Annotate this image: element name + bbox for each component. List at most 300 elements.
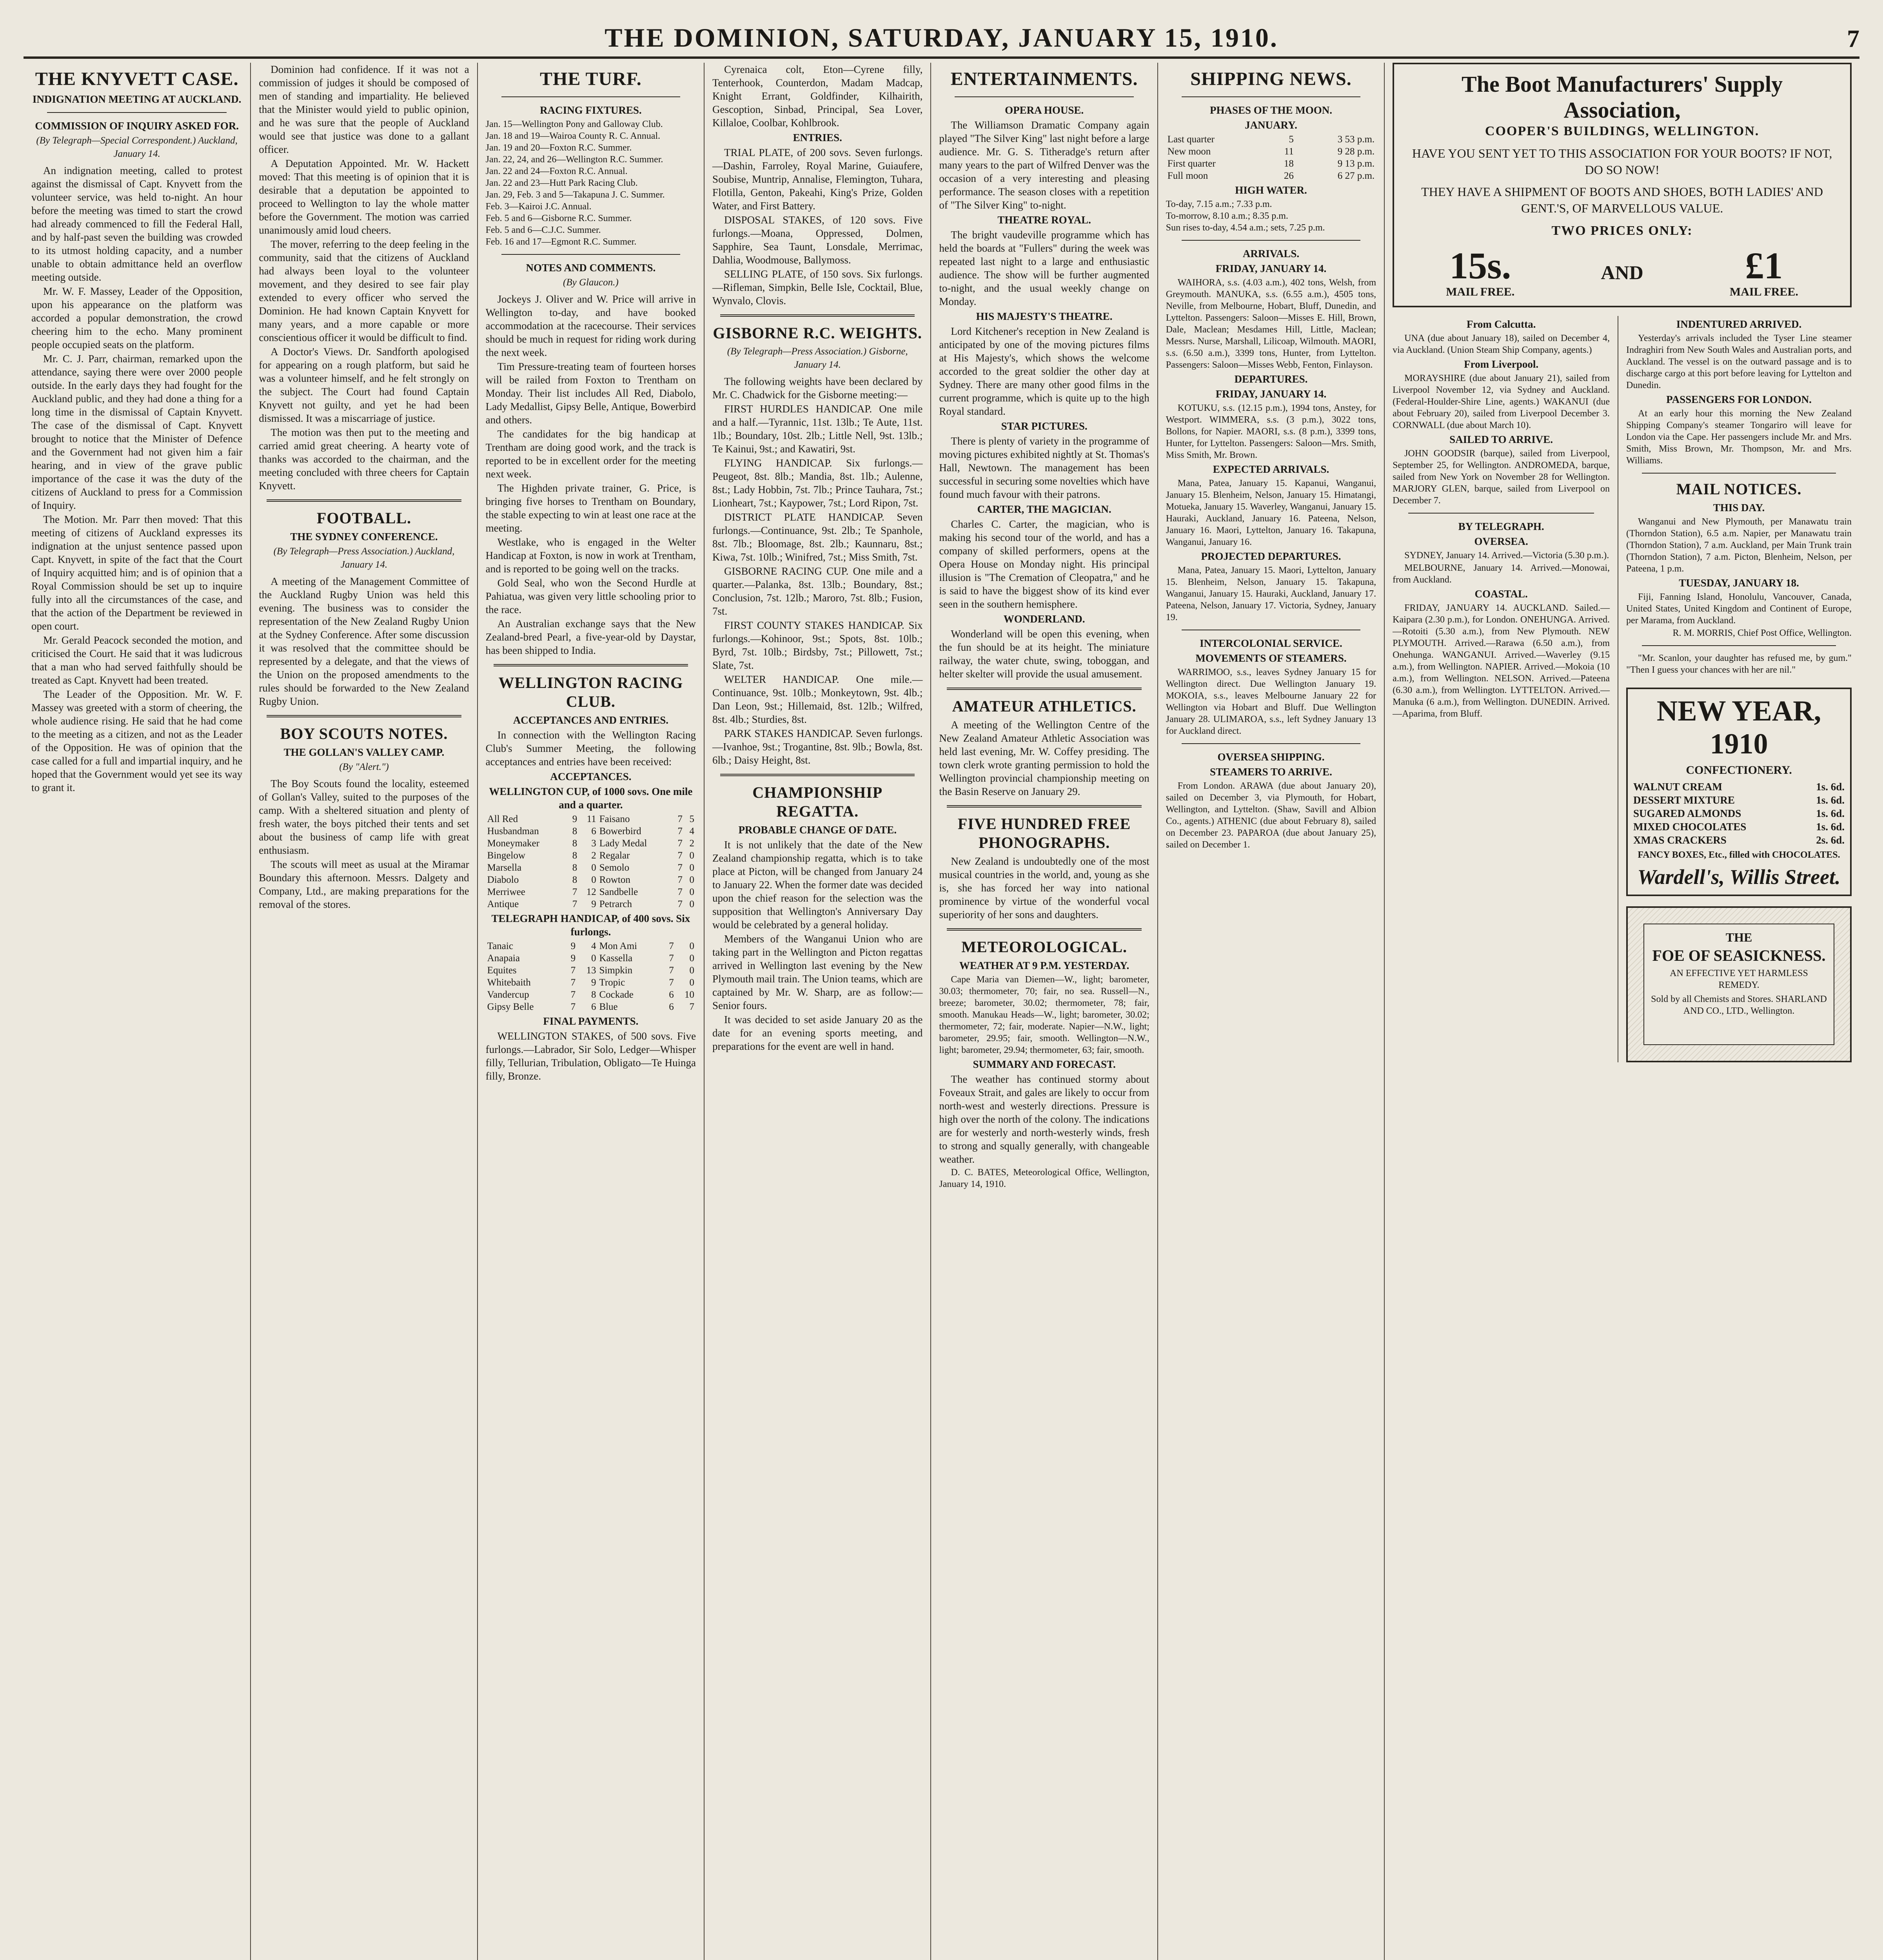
mail-free-label: MAIL FREE.: [1446, 285, 1515, 298]
table-cell: 3: [591, 838, 596, 849]
section-gisborne: GISBORNE R.C. WEIGHTS.: [713, 324, 922, 342]
moon-month: JANUARY.: [1245, 119, 1297, 131]
table-cell: 10: [685, 989, 695, 1000]
section-phonographs: FIVE HUNDRED FREE PHONOGRAPHS.: [957, 815, 1131, 851]
and-label: AND: [1601, 261, 1643, 283]
weights-row: [486, 874, 696, 886]
columns: [24, 63, 1859, 1960]
subhead-regatta: PROBABLE CHANGE OF DATE.: [738, 824, 897, 836]
table-cell: 7: [669, 977, 674, 988]
section-regatta: CHAMPIONSHIP REGATTA.: [752, 784, 883, 820]
subhead-steamers-to-arrive: STEAMERS TO ARRIVE.: [1210, 766, 1332, 778]
table-cell: Vandercup: [487, 989, 529, 1000]
table-cell: 12: [586, 887, 596, 897]
table-cell: 9 13 p.m.: [1337, 158, 1375, 169]
article-paragraph: Fiji, Fanning Island, Honolulu, Vancouver, Canada, United States, United Kingdom and Continent of Europe, per Marama, from Auckland.: [1626, 592, 1852, 626]
column-5: [930, 63, 1157, 1960]
table-cell: 7: [570, 1002, 576, 1012]
fixture-item: Feb. 5 and 6—C.J.C. Summer.: [485, 225, 601, 235]
table-cell: Full moon: [1167, 171, 1208, 181]
from-calcutta: From Calcutta.: [1466, 318, 1536, 330]
table-cell: 6: [591, 1002, 596, 1012]
mail-free-label: MAIL FREE.: [1729, 285, 1798, 298]
article-paragraph: At an early hour this morning the New Zealand Shipping Company's steamer Tongariro will leave for London via the Cape. Her passengers include Mr. and Mrs. Smith, Miss Brown, Mr. Thompson, Mr. and Mrs. Williams.: [1626, 408, 1852, 466]
table-cell: Regalar: [599, 850, 630, 861]
advert-the: THE: [1725, 930, 1752, 944]
fixture-item: Feb. 16 and 17—Egmont R.C. Summer.: [485, 237, 637, 247]
table-cell: Semolo: [599, 862, 630, 873]
moon-row: [1166, 145, 1376, 158]
article-paragraph: Lord Kitchener's reception in New Zealand is anticipated by one of the moving pictures films at His Majesty's, which shows the welcome accorded to the great soldier the other day at Sydney. There are many other good films in the current programme, which is quite up to the high Royal standard.: [939, 325, 1149, 417]
column-1: [24, 63, 250, 1960]
article-paragraph: Yesterday's arrivals included the Tyser Line steamer Indraghiri from New South Wales and Australian ports, and Auckland. The vessel is on the outward passage and is to discharge cargo at this port before leaving for Lyttelton and Dunedin.: [1626, 333, 1852, 390]
fancy-boxes: FANCY BOXES, Etc., filled with CHOCOLATES.: [1638, 850, 1840, 860]
subhead-intercolonial: INTERCOLONIAL SERVICE.: [1200, 637, 1342, 649]
article-paragraph: There is plenty of variety in the programme of moving pictures exhibited nightly at St. Thomas's Hall, Newtown. The management has been successful in securing some novelties which have found much favour with their patrons.: [939, 435, 1149, 500]
section-athletics: AMATEUR ATHLETICS.: [952, 697, 1137, 715]
table-cell: 11: [587, 814, 596, 824]
article-paragraph: SELLING PLATE, of 150 sovs. Six furlongs.—Rifleman, Simpkin, Belle Isle, Cocktail, Blue, Wynvalo, Clovis.: [712, 268, 923, 307]
article-paragraph: Dominion had confidence. If it was not a commission of judges it should be composed of men of standing and impartiality. He believed that the Minister would yield to public opinion, and he was sure that the people of Auckland would see that justice was done to a gallant officer.: [259, 64, 469, 155]
advert-text: THEY HAVE A SHIPMENT OF BOOTS AND SHOES, BOTH LADIES' AND GENT.'S, OF MARVELLOUS VALUE.: [1421, 185, 1823, 215]
table-cell: Last quarter: [1167, 134, 1215, 145]
article-paragraph: The weather has continued stormy about Foveaux Strait, and gales are likely to occur from north-west and westerly directions. Pressure is high over the north of the colony. The indications are for westerly and north-westerly winds, fresh to strong and squally generally, with changeable weather.: [939, 1073, 1149, 1165]
article-paragraph: A Doctor's Views. Dr. Sandforth apologised for appearing on a rough platform, but said he was a volunteer himself, and he felt strongly on the subject. The Court had found Captain Knyvett not guilty, and yet he had been dismissed. It was a miscarriage of justice.: [259, 346, 469, 424]
moon-row: [1166, 158, 1376, 170]
section-entertainments: ENTERTAINMENTS.: [950, 69, 1138, 89]
subhead-his-majestys: HIS MAJESTY'S THEATRE.: [976, 310, 1113, 322]
table-cell: 9: [572, 814, 577, 824]
table-cell: 0: [689, 899, 695, 909]
column-4: [704, 63, 930, 1960]
subhead-oversea: OVERSEA.: [1474, 535, 1528, 547]
byline: (By Glaucon.): [563, 277, 619, 288]
column-7: [1384, 63, 1859, 1960]
table-cell: 3 53 p.m.: [1337, 134, 1375, 145]
article-paragraph: The Highden private trainer, G. Price, is bringing five horses to Trentham on Boundary, the stable expecting to win at least one race at the meeting.: [485, 482, 696, 534]
article-paragraph: It was decided to set aside January 20 as the date for an evening sports meeting, and preparations for the event are well in hand.: [712, 1014, 923, 1052]
article-paragraph: Charles C. Carter, the magician, who is making his second tour of the world, and has a company of skilled performers, opens at the Opera House on Monday night. His principal illusion is "The Cremation of Cleopatra," and he is said to have the biggest show of its kind ever seen in the southern hemisphere.: [939, 518, 1149, 610]
article-paragraph: In connection with the Wellington Racing Club's Summer Meeting, the following acceptances and entries have been received:: [485, 729, 696, 768]
table-cell: 0: [689, 850, 695, 861]
article-paragraph: GISBORNE RACING CUP. One mile and a quarter.—Palanka, 8st. 13lb.; Boundary, 8st.; Conclusion, 7st. 12lb.; Maroro, 7st. 8lb.; Fusion, 7st.: [712, 565, 923, 617]
table-cell: 18: [1284, 158, 1294, 169]
section-turf: THE TURF.: [539, 69, 642, 89]
fixture-item: Jan. 15—Wellington Pony and Galloway Club.: [485, 119, 663, 129]
table-cell: 0: [689, 875, 695, 885]
byline: (By Telegraph—Special Correspondent.) Auckland, January 14.: [36, 135, 238, 159]
from-liverpool: From Liverpool.: [1464, 358, 1539, 370]
table-cell: New moon: [1167, 146, 1211, 157]
arrivals-date: FRIDAY, JANUARY 14.: [1215, 263, 1327, 274]
column-2: [250, 63, 477, 1960]
article-paragraph: WELTER HANDICAP. One mile.—Continuance, 9st. 10lb.; Monkeytown, 9st. 4lb.; Dan Leon, 9st.; Hillemaid, 8st. 12lb.; Wilfred, 8st. 4lb.; Sturdies, 8st.: [712, 673, 923, 725]
table-cell: Antique: [487, 899, 519, 909]
fixture-item: Feb. 5 and 6—Gisborne R.C. Summer.: [485, 213, 632, 223]
table-cell: 0: [689, 862, 695, 873]
subhead-tuesday: TUESDAY, JANUARY 18.: [1679, 577, 1799, 589]
table-cell: 5: [1289, 134, 1294, 145]
table-cell: 8: [591, 989, 596, 1000]
article-paragraph: The following weights have been declared by Mr. C. Chadwick for the Gisborne meeting:—: [712, 376, 923, 401]
table-cell: Marsella: [487, 862, 522, 873]
moon-row: [1166, 133, 1376, 145]
section-meteorological: METEOROLOGICAL.: [961, 938, 1128, 956]
article-paragraph: Cape Maria van Diemen—W., light; barometer, 30.03; thermometer, 70; fair, no sea. Russell—N., breeze; barometer, 30.02; thermometer, 78; fair, smooth. Manukau Heads—W., light; barometer, 30.02; thermometer, 72; fair, moderate. Napier—N.W., light; barometer, 29.95; fair, smooth. Wellington—N.W., light; barometer, 29.94; thermometer, 63; fair, smooth.: [939, 975, 1149, 1055]
table-cell: Mon Ami: [599, 941, 637, 951]
article-paragraph: New Zealand is undoubtedly one of the most musical countries in the world, and, young as she is, she has forced her way into national prominence by virtue of the wonderful vocal superiority of her sons and daughters.: [939, 855, 1149, 920]
section-boy-scouts: BOY SCOUTS NOTES.: [280, 725, 448, 742]
subhead-by-telegraph: BY TELEGRAPH.: [1458, 521, 1544, 532]
article-paragraph: Mr. W. F. Massey, Leader of the Opposition, upon his appearance on the platform was accorded a popular demonstration, the crowd cheering him to the echo. Many prominent people occupied seats on the platform.: [31, 285, 243, 350]
table-cell: 4: [689, 826, 695, 837]
subhead-indentured: INDENTURED ARRIVED.: [1676, 318, 1802, 330]
advert-two-prices: TWO PRICES ONLY:: [1551, 223, 1693, 238]
table-cell: 0: [591, 862, 596, 873]
masthead-title: THE DOMINION, SATURDAY, JANUARY 15, 1910.: [605, 23, 1278, 53]
weights-row: [486, 952, 696, 964]
table-cell: Kassella: [599, 953, 633, 964]
signoff: D. C. BATES, Meteorological Office, Wellington, January 14, 1910.: [939, 1167, 1149, 1189]
table-cell: 5: [689, 814, 695, 824]
price-line: XMAS CRACKERS 2s. 6d.: [1633, 834, 1845, 846]
table-cell: Tanaic: [487, 941, 513, 951]
article-paragraph: Mana, Patea, January 15. Kapanui, Wanganui, January 15. Blenheim, Nelson, January 15. Himatangi, Motueka, January 15. Waverley, Wanganui, January 15. Hauraki, Auckland, January 16. Pateena, Nelson, January 16. Maori, Lyttelton, January 16. Takapuna, Wanganui, January 16.: [1166, 478, 1376, 547]
table-cell: 7: [669, 941, 674, 951]
article-paragraph: FIRST COUNTY STAKES HANDICAP. Six furlongs.—Kohinoor, 9st.; Spots, 8st. 10lb.; Byrd, 7st. 10lb.; Birdsby, 7st.; Pillowett, 7st.; Slate, 7st.: [712, 619, 923, 671]
column-7-split: [1393, 316, 1852, 1062]
article-paragraph: WELLINGTON STAKES, of 500 sovs. Five furlongs.—Labrador, Sir Solo, Ledger—Whisper filly, Tellurian, Tribulation, Obligato—Te Huinga filly, Bronze.: [485, 1030, 696, 1082]
weights-row: [486, 813, 696, 825]
fixture-item: Jan. 18 and 19—Wairoa County R. C. Annual.: [485, 131, 661, 141]
article-paragraph: Wonderland will be open this evening, when the fun should be at its height. The miniature railway, the water chute, swing, toboggan, and helter skelter will provide the usual amusement.: [939, 628, 1149, 680]
subhead-commission: COMMISSION OF INQUIRY ASKED FOR.: [35, 120, 239, 132]
table-cell: Moneymaker: [487, 838, 539, 849]
page-number: 7: [1847, 25, 1859, 53]
subhead-arrivals: ARRIVALS.: [1242, 248, 1300, 260]
subhead-moon: PHASES OF THE MOON.: [1209, 104, 1332, 116]
table-cell: 7: [677, 838, 683, 849]
boot-association-advert: [1393, 63, 1852, 307]
article-paragraph: WAIHORA, s.s. (4.03 a.m.), 402 tons, Welsh, from Greymouth. MANUKA, s.s. (6.55 a.m.), 4505 tons, Neville, from Melbourne, Hobart, Bluff, Dunedin, and Lyttelton. Passengers: Saloon—Misses E. Hill, Brown, Dale, Maclean; Mesdames Hill, Little, Maclean; Messrs. Nurse, Marshall, Lilicoap, Wilmouth. MAORI, s.s. (6.50 a.m.), 3399 tons, Hunter, from Lyttelton. Passengers: Saloon—Misses Webb, Fenton, Finlayson.: [1166, 278, 1376, 370]
masthead: [24, 8, 1859, 59]
table-cell: 6: [591, 826, 596, 837]
table-cell: 7: [570, 977, 576, 988]
table-cell: Sandbelle: [599, 887, 638, 897]
subhead-star-pictures: STAR PICTURES.: [1001, 420, 1088, 432]
table-cell: 8: [572, 850, 577, 861]
seasickness-advert-inner: [1643, 924, 1834, 1045]
byline: (By Telegraph—Press Association.) Auckland, January 14.: [273, 546, 455, 570]
table-cell: 9: [570, 953, 576, 964]
article-paragraph: The Boy Scouts found the locality, esteemed of Gollan's Valley, suited to the purposes of the camp. With a sheltered situation and plenty of fresh water, the boys pitched their tents and set about the business of camp life with great enthusiasm.: [259, 778, 469, 856]
subhead-oversea: OVERSEA SHIPPING.: [1217, 751, 1325, 763]
advert-address: COOPER'S BUILDINGS, WELLINGTON.: [1485, 124, 1760, 138]
table-cell: 7: [689, 1002, 695, 1012]
table-cell: 6 27 p.m.: [1337, 171, 1375, 181]
table-cell: 7: [677, 887, 683, 897]
table-cell: Lady Medal: [599, 838, 647, 849]
table-cell: Petrarch: [599, 899, 632, 909]
price-line: WALNUT CREAM 1s. 6d.: [1633, 781, 1845, 793]
column-7-right: [1618, 316, 1852, 1062]
table-cell: 7: [677, 899, 683, 909]
table-cell: Tropic: [599, 977, 625, 988]
new-year-advert: [1626, 688, 1852, 896]
article-paragraph: The Leader of the Opposition. Mr. W. F. Massey was greeted with a storm of cheering, the whole audience rising. He said that he had come to the meeting as a citizen, and not as the Leader of the Opposition. He was of opinion that the case called for a full and impartial inquiry, and he hoped that the Government would yet see its way to grant it.: [31, 688, 243, 793]
table-cell: 7: [677, 814, 683, 824]
subhead-sydney-conference: THE SYDNEY CONFERENCE.: [290, 531, 438, 543]
fixture-item: Jan. 29, Feb. 3 and 5—Takapuna J. C. Summer.: [485, 190, 665, 200]
weights-row: [486, 886, 696, 898]
article-paragraph: The Motion. Mr. Parr then moved: That this meeting of citizens of Auckland expresses its indignation at the unjust sentence passed upon Capt. Knyvett, in spite of the fact that the Court of Inquiry acquitted him; and is of opinion that a Royal Commission should be set up to inquire fully into all the circumstances of the case, and that the action of the Department be reviewed in open court.: [31, 514, 243, 632]
subhead-final-payments: FINAL PAYMENTS.: [543, 1015, 639, 1027]
advert-seasickness-title: FOE OF SEASICKNESS.: [1652, 947, 1826, 964]
price-line: SUGARED ALMONDS 1s. 6d.: [1633, 808, 1845, 819]
subhead-wonderland: WONDERLAND.: [1003, 613, 1085, 625]
new-year-title: NEW YEAR, 1910: [1656, 695, 1821, 760]
table-cell: 7: [669, 953, 674, 964]
table-cell: Bowerbird: [599, 826, 641, 837]
telegraph-weights-table: [486, 940, 696, 1013]
high-water-line: To-day, 7.15 a.m.; 7.33 p.m.: [1166, 199, 1272, 209]
article-paragraph: FLYING HANDICAP. Six furlongs.—Peugeot, 8st. 8lb.; Mandia, 8st. 1lb.; Aulenne, 8st.; Lady Hobbin, 7st. 7lb.; Prince Tauhara, 7st.; Lionheart, 7st.; Kaypower, 7st.; Lord Ripon, 7st.: [712, 457, 923, 509]
weights-row: [486, 862, 696, 874]
subhead-passengers: PASSENGERS FOR LONDON.: [1666, 394, 1812, 405]
table-cell: 8: [572, 826, 577, 837]
headline-knyvett: THE KNYVETT CASE.: [35, 69, 239, 89]
weights-row: [486, 964, 696, 976]
article-paragraph: "Mr. Scanlon, your daughter has refused me, by gum." "Then I guess your chances with her are nil.": [1626, 653, 1852, 675]
shop-name: Wardell's, Willis Street.: [1637, 865, 1841, 889]
table-cell: 7: [677, 826, 683, 837]
article-paragraph: Tim Pressure-treating team of fourteen horses will be railed from Foxton to Trentham on Monday. Their list includes All Red, Diabolo, Lady Medallist, Gipsy Belle, Antique, Bowerbird and others.: [485, 361, 696, 426]
table-cell: 7: [572, 899, 577, 909]
article-paragraph: An Australian exchange says that the New Zealand-bred Pearl, a five-year-old by Daystar, has been shipped to India.: [485, 618, 696, 656]
departures-date: FRIDAY, JANUARY 14.: [1215, 388, 1327, 400]
fixture-item: Jan. 22 and 24—Foxton R.C. Annual.: [485, 166, 628, 176]
article-paragraph: Mr. C. J. Parr, chairman, remarked upon the attendance, saying there were over 2000 people outside. In the early days they had fought for the Auckland public, and they had done a thing for a long time in the dismissal of Captain Knyvett. The case of the dismissal of Capt. Knyvett brought to notice that the Minister of Defence and the Government had not given him a fair hearing, and in view of the grave public importance of the case it was the duty of the citizens of Auckland to press for a Commission of Inquiry.: [31, 353, 243, 511]
price-line: MIXED CHOCOLATES 1s. 6d.: [1633, 821, 1845, 833]
weights-row: [486, 898, 696, 910]
table-cell: 0: [591, 953, 596, 964]
article-paragraph: DISTRICT PLATE HANDICAP. Seven furlongs.—Continuance, 9st. 2lb.; Te Spanhole, 8st. 7lb.; Bloomage, 8st. 2lb.; Kaunnaru, 8st.; Kiwa, 7st. 10lb.; Winifred, 7st.; Miss Smith, 7st.: [712, 511, 923, 563]
article-paragraph: Wanganui and New Plymouth, per Manawatu train (Thorndon Station), 6.5 a.m. Napier, per Manawatu train (Thorndon Station), 7 a.m. Auckland, per Main Trunk train (Thorndon Station), 7 a.m. Picton, Blenheim, Nelson, per Pateena, 1 p.m.: [1626, 517, 1852, 574]
table-cell: 0: [689, 965, 695, 976]
article-paragraph: FIRST HURDLES HANDICAP. One mile and a half.—Tyrannic, 11st. 13lb.; Te Aute, 11st. 1lb.; Boundary, 10st. 2lb.; Little Nell, 9st. 13lb.; Te Kainui, 9st.; and Kawatiri, 9st.: [712, 403, 923, 455]
article-paragraph: The motion was then put to the meeting and carried amid great cheering. A hearty vote of thanks was accorded to the chairman, and the meeting concluded with three cheers for Captain Knyvett.: [259, 426, 469, 492]
section-football: FOOTBALL.: [316, 509, 412, 527]
article-paragraph: A meeting of the Management Committee of the Auckland Rugby Union was held this evening. The business was to consider the representation of the New Zealand Rugby Union at the Sydney Conference. After some discussion it was resolved that the committee should be represented by a delegate, and that the views of the Union on the proposed amendments to the rules should be forwarded to the New Zealand Rugby Union.: [259, 575, 469, 707]
table-cell: Rowton: [599, 875, 630, 885]
table-cell: Merriwee: [487, 887, 525, 897]
table-cell: 9: [591, 899, 596, 909]
article-paragraph: SYDNEY, January 14. Arrived.—Victoria (5.30 p.m.).: [1404, 550, 1609, 561]
table-cell: 0: [591, 875, 596, 885]
table-cell: All Red: [487, 814, 518, 824]
article-paragraph: Westlake, who is engaged in the Welter Handicap at Foxton, is now in work at Trentham, and is reported to be going well on the tracks.: [485, 536, 696, 575]
price-15s: 15s.: [1449, 245, 1511, 287]
subhead-notes: NOTES AND COMMENTS.: [526, 262, 656, 274]
fixture-item: Jan. 22 and 23—Hutt Park Racing Club.: [485, 178, 638, 188]
table-cell: Faisano: [599, 814, 630, 824]
table-cell: 0: [689, 953, 695, 964]
subhead-opera-house: OPERA HOUSE.: [1005, 104, 1084, 116]
moon-row: [1166, 170, 1376, 182]
article-paragraph: FRIDAY, JANUARY 14. AUCKLAND. Sailed.—Kaipara (2.30 p.m.), for London. ONEHUNGA. Arrived.—Rotoiti (5.30 a.m.), from New Plymouth. NEW PLYMOUTH. Arrived.—Rarawa (6.50 a.m.), from Onehunga. WANGANUI. Arrived.—Waverley (9.15 a.m.), from Wellington. NAPIER. Arrived.—Mokoia (10 a.m.), from Wellington. NELSON. Arrived.—Pateena (6.30 a.m.), from Wellington. LYTTELTON. Arrived.—Manuka (6 a.m.), from Wellington. DUNEDIN. Arrived.—Aparima, from Bluff.: [1393, 603, 1610, 719]
confectionery-label: CONFECTIONERY.: [1686, 764, 1792, 777]
subhead-indignation: INDIGNATION MEETING AT AUCKLAND.: [32, 93, 242, 105]
article-paragraph: WARRIMOO, s.s., leaves Sydney January 15 for Wellington direct. Due Wellington January 19. MOKOIA, s.s., leaves Melbourne January 22 for Wellington via Hobart and Bluff. Due Wellington January 28. ULIMAROA, s.s., left Sydney January 13 for Auckland direct.: [1166, 667, 1376, 736]
table-cell: 0: [689, 977, 695, 988]
subhead-entries: ENTRIES.: [793, 132, 842, 143]
table-cell: 7: [570, 965, 576, 976]
article-paragraph: TRIAL PLATE, of 200 sovs. Seven furlongs.—Dashin, Farroley, Royal Marine, Guiaufere, Soubise, Muntrip, Annalise, Flemington, Tuhara, Flotilla, Genton, Pakeahi, King's Prize, Golden Water, and First Battery.: [712, 147, 923, 212]
column-6: [1157, 63, 1384, 1960]
table-cell: 6: [669, 989, 674, 1000]
article-paragraph: Gold Seal, who won the Second Hurdle at Pahiatua, was given very little schooling prior to the race.: [485, 577, 696, 615]
byline: (By Telegraph—Press Association.) Gisborne, January 14.: [727, 346, 908, 370]
subhead-racing-fixtures: RACING FIXTURES.: [540, 104, 642, 116]
weights-row: [486, 849, 696, 862]
article-paragraph: The Williamson Dramatic Company again played "The Silver King" last night before a large audience. Mr. G. S. Titheradge's return after many years to the part of Wilfred Denver was the occasion of a very interesting and pleasing performance. The season closes with a repetition of "The Silver King" to-night.: [939, 119, 1149, 211]
article-paragraph: An indignation meeting, called to protest against the dismissal of Capt. Knyvett from the volunteer service, was held to-night. An hour before the meeting was timed to start the crowd had already commenced to fill the Federal Hall, and by half-past seven the building was crowded to its utmost holding capacity, and a number unable to obtain admittance held an overflow meeting outside.: [31, 165, 243, 283]
section-wrc: WELLINGTON RACING CLUB.: [498, 674, 683, 710]
table-cell: 7: [677, 875, 683, 885]
table-cell: 2: [591, 850, 596, 861]
article-paragraph: JOHN GOODSIR (barque), sailed from Liverpool, September 25, for Wellington. ANDROMEDA, barque, sailed from New York on November 28 for Wellington. MARJORY GLEN, barque, sailed from Liverpool on December 7.: [1393, 448, 1610, 506]
table-cell: 7: [677, 862, 683, 873]
section-shipping: SHIPPING NEWS.: [1190, 69, 1352, 89]
subhead-high-water: HIGH WATER.: [1235, 184, 1307, 196]
race-title-cup: WELLINGTON CUP, of 1000 sovs. One mile and a quarter.: [489, 786, 693, 811]
advert-seasickness-sub: AN EFFECTIVE YET HARMLESS REMEDY.: [1670, 968, 1808, 990]
article-paragraph: MORAYSHIRE (due about January 21), sailed from Liverpool November 12, via Sydney and Auckland. (Federal-Houlder-Shire Line, agents.) WAKANUI (due about February 20), sailed from Liverpool December 3. CORNWALL (due about March 10).: [1393, 373, 1610, 430]
article-paragraph: A meeting of the Wellington Centre of the New Zealand Amateur Athletic Association was held last evening, Mr. W. Coffey presiding. The town clerk wrote granting permission to hold the Wellington provincial championship meeting on the Basin Reserve on January 29.: [939, 719, 1149, 797]
column-3: [477, 63, 704, 1960]
article-paragraph: UNA (due about January 18), sailed on December 4, via Auckland. (Union Steam Ship Company, agents.): [1393, 333, 1610, 355]
subhead-projected: PROJECTED DEPARTURES.: [1201, 550, 1341, 562]
subhead-theatre-royal: THEATRE ROYAL.: [997, 214, 1091, 226]
subhead-coastal: COASTAL.: [1474, 588, 1528, 600]
table-cell: Diabolo: [487, 875, 519, 885]
weights-row: [486, 989, 696, 1001]
weights-row: [486, 940, 696, 952]
article-paragraph: Mr. Gerald Peacock seconded the motion, and criticised the Court. He said that it was ludicrous that a man who had served faithfully should be treated as Capt. Knyvett had been treated.: [31, 634, 243, 686]
article-paragraph: The candidates for the big handicap at Trentham are doing good work, and the track is reported to be in excellent order for the meeting next week.: [485, 428, 696, 480]
table-cell: 7: [677, 850, 683, 861]
subhead-this-day: THIS DAY.: [1713, 502, 1765, 514]
cup-weights-table: [486, 813, 696, 910]
article-paragraph: Mana, Patea, January 15. Maori, Lyttelton, January 15. Blenheim, Nelson, January 15. Takapuna, Wanganui, January 15. Hauraki, Auckland, January 17. Pateena, Nelson, January 17. Victoria, Sydney, January 19.: [1166, 565, 1376, 622]
table-cell: Equites: [487, 965, 517, 976]
subhead-movements: MOVEMENTS OF STEAMERS.: [1195, 652, 1347, 664]
weights-row: [486, 825, 696, 837]
article-paragraph: Members of the Wanganui Union who are taking part in the Wellington and Picton regattas arrived in Wellington last evening by the New Plymouth mail train. The Union teams, which are captained by Mr. W. Sharp, are as follow:—Senior fours.: [712, 933, 923, 1011]
advert-prices: [1403, 246, 1841, 299]
subhead-carter: CARTER, THE MAGICIAN.: [977, 503, 1111, 515]
table-cell: 4: [591, 941, 596, 951]
high-water-line: To-morrow, 8.10 a.m.; 8.35 p.m.: [1166, 211, 1288, 221]
byline: (By "Alert."): [339, 762, 389, 772]
subhead-gollans-valley: THE GOLLAN'S VALLEY CAMP.: [283, 746, 445, 758]
article-paragraph: Cyrenaica colt, Eton—Cyrene filly, Tenterhook, Counterdon, Madam Madcap, Knight Errant, Goldfinder, Kilhairith, Gescoption, Sinbad, Principal, Sea Lover, Killaloe, Coolbar, Kohlbrook.: [712, 64, 923, 129]
table-cell: 8: [572, 875, 577, 885]
article-paragraph: The mover, referring to the deep feeling in the community, said that the citizens of Auckland had always been loyal to the volunteer movement, and they desired to see fair play extended to every officer who served the Dominion. He had known Captain Knyvett for many years, and a more capable or more conscientious officer it would be difficult to find.: [259, 238, 469, 343]
section-mail-notices: MAIL NOTICES.: [1676, 480, 1802, 498]
table-cell: 0: [689, 887, 695, 897]
table-cell: 2: [689, 838, 695, 849]
price-line: DESSERT MIXTURE 1s. 6d.: [1633, 794, 1845, 806]
fixture-item: Jan. 19 and 20—Foxton R.C. Summer.: [485, 143, 632, 153]
table-cell: 9: [591, 977, 596, 988]
table-cell: Cockade: [599, 989, 634, 1000]
table-cell: 9: [570, 941, 576, 951]
table-cell: 13: [586, 965, 596, 976]
table-cell: Simpkin: [599, 965, 633, 976]
table-cell: 6: [669, 1002, 674, 1012]
article-paragraph: Jockeys J. Oliver and W. Price will arrive in Wellington to-day, and have booked accommodation at the racecourse. Their services should be much in request for riding work during the next week.: [485, 293, 696, 358]
moon-phases-table: [1166, 133, 1376, 182]
sun-line: Sun rises to-day, 4.54 a.m.; sets, 7.25 p.m.: [1166, 223, 1325, 233]
article-paragraph: It is not unlikely that the date of the New Zealand championship regatta, which is to take place at Picton, will be changed from January 24 to January 22. When the former date was decided upon the chief reason for the selection was the supposition that Wellington's Anniversary Day would be celebrated by a general holiday.: [712, 839, 923, 931]
table-cell: 26: [1284, 171, 1294, 181]
signoff: R. M. MORRIS, Chief Post Office, Wellington.: [1672, 628, 1852, 638]
seasickness-advert: [1626, 906, 1852, 1062]
table-cell: 7: [572, 887, 577, 897]
table-cell: Bingelow: [487, 850, 525, 861]
fixture-item: Jan. 22, 24, and 26—Wellington R.C. Summer.: [485, 154, 663, 165]
subhead-acceptances: ACCEPTANCES AND ENTRIES.: [513, 714, 669, 726]
table-cell: Husbandman: [487, 826, 539, 837]
table-cell: Anapaia: [487, 953, 520, 964]
subhead-expected: EXPECTED ARRIVALS.: [1213, 463, 1329, 475]
table-cell: 11: [1284, 146, 1294, 157]
weights-row: [486, 976, 696, 989]
article-paragraph: The scouts will meet as usual at the Miramar Boundary this afternoon. Messrs. Dalgety and Company, Ltd., are making preparations for the removal of the stores.: [259, 858, 469, 910]
table-cell: Blue: [599, 1002, 618, 1012]
article-paragraph: KOTUKU, s.s. (12.15 p.m.), 1994 tons, Anstey, for Westport. WIMMERA, s.s. (3 p.m.), 3022 tons, Bollons, for Napier. MAORI, s.s. (8 p.m.), 3399 tons, Hunter, for Lyttelton. Passengers: Saloon—Mrs. Smith, Miss Smith, Mr. Brown.: [1166, 403, 1376, 460]
fixtures-list: [486, 118, 696, 248]
table-cell: 9 28 p.m.: [1337, 146, 1375, 157]
subhead-summary: SUMMARY AND FORECAST.: [973, 1058, 1116, 1070]
table-cell: 8: [572, 838, 577, 849]
article-paragraph: PARK STAKES HANDICAP. Seven furlongs.—Ivanhoe, 9st.; Trogantine, 8st. 9lb.; Bowla, 8st. 6lb.; Daisy Height, 8st.: [712, 728, 923, 766]
article-paragraph: A Deputation Appointed. Mr. W. Hackett moved: That this meeting is of opinion that it is desirable that a deputation be appointed to proceed to Wellington to lay the whole matter before the Government. The motion was carried unanimously amid loud cheers.: [259, 158, 469, 236]
article-paragraph: DISPOSAL STAKES, of 120 sovs. Five furlongs.—Moana, Oppressed, Dolmen, Sapphire, Sea Taunt, Lonsdale, Merrimac, Dahlia, Woodmouse, Ballymoss.: [712, 214, 923, 266]
subhead-sailed-to-arrive: SAILED TO ARRIVE.: [1449, 434, 1553, 445]
article-paragraph: From London. ARAWA (due about January 20), sailed on December 3, via Plymouth, for Hobart, Wellington, and Lyttelton. (Shaw, Savill and Albion Co., agents.) ATHENIC (due about February 8), sailed on December 23. PAPAROA (due about January 25), sailed on December 1.: [1166, 781, 1376, 850]
table-cell: 7: [570, 989, 576, 1000]
table-cell: 0: [689, 941, 695, 951]
fixture-item: Feb. 3—Kairoi J.C. Annual.: [485, 201, 592, 212]
table-cell: First quarter: [1167, 158, 1216, 169]
table-cell: 7: [669, 965, 674, 976]
advert-text: HAVE YOU SENT YET TO THIS ASSOCIATION FOR YOUR BOOTS? IF NOT, DO SO NOW!: [1412, 146, 1832, 177]
subhead-weather: WEATHER AT 9 P.M. YESTERDAY.: [959, 960, 1129, 971]
table-cell: Gipsy Belle: [487, 1002, 534, 1012]
advert-seasickness-small: Sold by all Chemists and Stores. SHARLAND AND CO., LTD., Wellington.: [1651, 994, 1827, 1016]
subhead-departures: DEPARTURES.: [1234, 373, 1308, 385]
weights-row: [486, 1001, 696, 1013]
race-title-telegraph: TELEGRAPH HANDICAP, of 400 sovs. Six furlongs.: [491, 913, 690, 938]
table-cell: Whitebaith: [487, 977, 531, 988]
price-1-pound: £1: [1745, 245, 1783, 287]
table-cell: 8: [572, 862, 577, 873]
advert-title: The Boot Manufacturers' Supply Association,: [1462, 71, 1783, 123]
subhead-acceptances-label: ACCEPTANCES.: [550, 771, 632, 782]
weights-row: [486, 837, 696, 849]
